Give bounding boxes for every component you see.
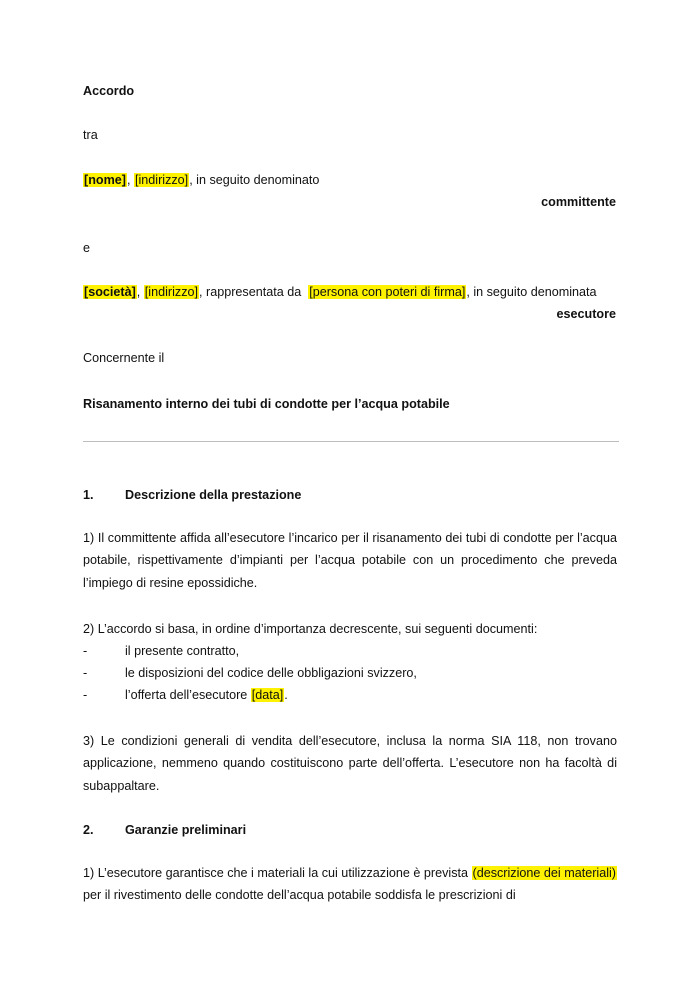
section1-paragraph3: 3) Le condizioni generali di vendita dell’esecutore, inclusa la norma SIA 118, non trovano applicazione, nemmeno quando costituiscono parte dell’offerta. L’esecutore non ha facoltà di subappaltare. (83, 734, 617, 793)
section1-paragraph2-intro: 2) L’accordo si basa, in ordine d’importanza decrescente, sui seguenti documenti: (83, 622, 538, 636)
between-label: tra (83, 128, 98, 142)
subject-title: Risanamento interno dei tubi di condotte per l’acqua potabile (83, 397, 450, 411)
section2-p1-end: per il rivestimento delle condotte dell’acqua potabile soddisfa le prescrizioni di (83, 888, 516, 903)
section2-paragraph1 (83, 862, 617, 907)
list-item: le disposizioni del codice delle obbligazioni svizzero, (125, 666, 417, 680)
party2-role: esecutore (556, 307, 616, 321)
list-item-dash: - (83, 688, 88, 702)
list-item-end: . (284, 688, 288, 702)
address-placeholder: [indirizzo] (134, 173, 189, 187)
party2-suffix: , in seguito denominata (466, 285, 597, 299)
list-item: il presente contratto, (125, 644, 240, 658)
party1-suffix: , in seguito denominato (189, 173, 320, 187)
list-item-text: l’offerta dell’esecutore (125, 688, 251, 702)
party1-sep: , (126, 173, 134, 187)
section2-number: 2. (83, 823, 94, 837)
document-title: Accordo (83, 84, 135, 98)
section2-p1-start: 1) L’esecutore garantisce che i materiali la cui utilizzazione è prevista (83, 866, 472, 880)
and-label: e (83, 241, 91, 255)
list-item (125, 688, 288, 702)
party1-role: committente (541, 195, 616, 209)
materials-placeholder: (descrizione dei materiali) (472, 866, 616, 880)
section1-paragraph1: 1) Il committente affida all’esecutore l’incarico per il risanamento dei tubi di condotte per l’acqua potabile, rispettivamente d’impianti per l’acqua potabile con un procedimento che preveda l’impiego di resine epossidiche. (83, 531, 617, 590)
name-placeholder: [nome] (84, 173, 126, 187)
section2-title: Garanzie preliminari (125, 823, 247, 837)
section1-title: Descrizione della prestazione (125, 488, 302, 502)
company-placeholder: [società] (84, 285, 136, 299)
party1-line (83, 173, 319, 187)
horizontal-divider (83, 441, 619, 442)
signatory-placeholder: [persona con poteri di firma] (309, 285, 466, 299)
party2-line (83, 285, 597, 299)
list-item-dash: - (83, 666, 88, 680)
address-placeholder-2: [indirizzo] (144, 285, 198, 299)
party2-sep: , (136, 285, 144, 299)
concerning-label: Concernente il (83, 351, 165, 365)
party2-mid: , rappresentata da (199, 285, 309, 299)
list-item-dash: - (83, 644, 88, 658)
date-placeholder: [data] (251, 688, 284, 702)
section1-number: 1. (83, 488, 94, 502)
